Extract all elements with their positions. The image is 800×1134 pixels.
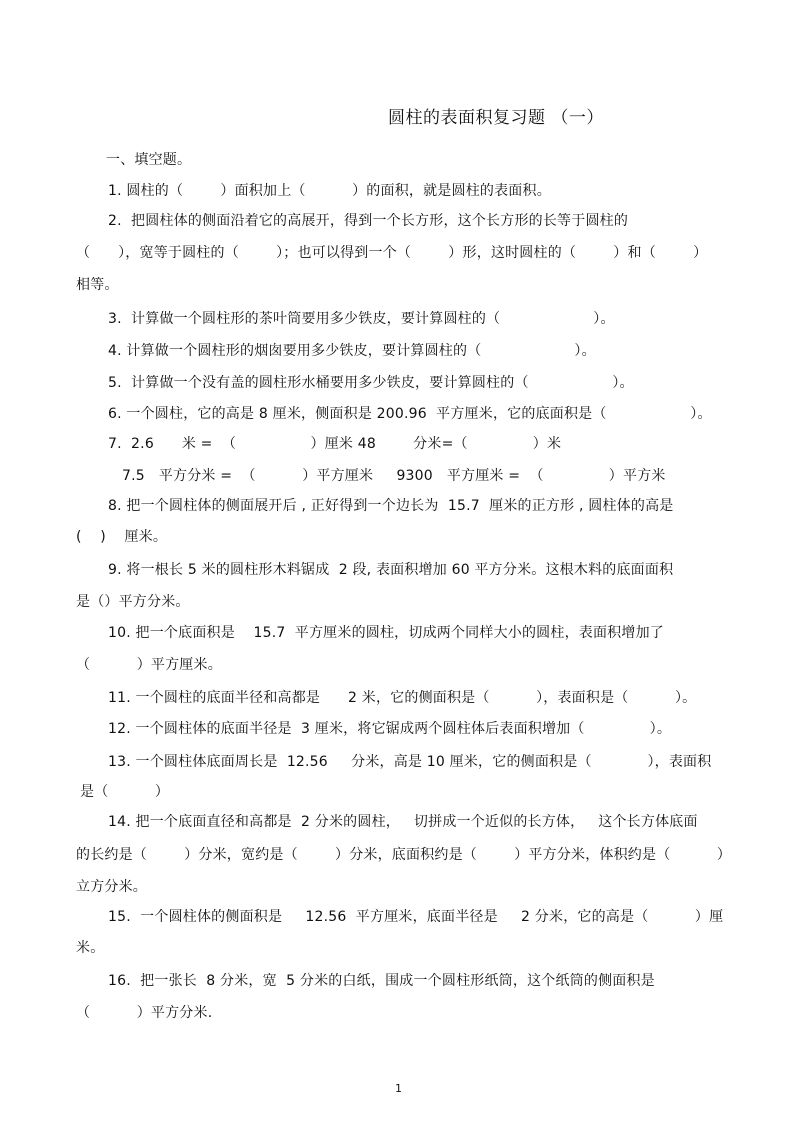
question-line: 6. 一个圆柱，它的高是 8 厘米，侧面积是 200.96 平方厘米，它的底面积是（ ）。 [108, 406, 712, 422]
question-line: 的长约是（ ）分米，宽约是（ ）分米，底面积约是（ ）平方分米，体积约是（ ） [76, 847, 732, 863]
question-line: 13. 一个圆柱体底面周长是 12.56 分米，高是 10 厘米，它的侧面积是（ ），表面积 [108, 754, 712, 770]
question-line: 9. 将一根长 5 米的圆柱形木料锯成 2 段, 表面积增加 60 平方分米。这根木料的底面面积 [108, 562, 674, 578]
question-line: 10. 把一个底面积是 15.7 平方厘米的圆柱，切成两个同样大小的圆柱，表面积增加了 [108, 625, 664, 641]
question-line: 相等。 [76, 277, 119, 293]
question-line: 3. 计算做一个圆柱形的茶叶筒要用多少铁皮，要计算圆柱的（ ）。 [108, 311, 615, 327]
question-line: 2. 把圆柱体的侧面沿着它的高展开，得到一个长方形，这个长方形的长等于圆柱的 [108, 213, 629, 229]
question-line: 16. 把一张长 8 分米，宽 5 分米的白纸，围成一个圆柱形纸筒，这个纸筒的侧面积是 [108, 973, 655, 989]
question-line: 1. 圆柱的（ ）面积加上（ ）的面积，就是圆柱的表面积。 [108, 183, 551, 199]
question-line: 5. 计算做一个没有盖的圆柱形水桶要用多少铁皮，要计算圆柱的（ ）。 [108, 375, 634, 391]
page-title: 圆柱的表面积复习题 （一） [388, 108, 604, 128]
question-line: 米。 [76, 940, 105, 956]
question-line: （ ），宽等于圆柱的（ ）；也可以得到一个（ ）形，这时圆柱的（ ）和（ ） [76, 245, 708, 261]
section-heading: 一、填空题。 [106, 152, 192, 168]
question-line: 4. 计算做一个圆柱形的烟囱要用多少铁皮，要计算圆柱的（ ）。 [108, 343, 596, 359]
question-line: 立方分米。 [76, 879, 147, 895]
question-line: 8. 把一个圆柱体的侧面展开后 , 正好得到一个边长为 15.7 厘米的正方形 , 圆柱体的高是 [108, 498, 674, 514]
question-line: 11. 一个圆柱的底面半径和高都是 2 米，它的侧面积是（ ），表面积是（ ）。 [108, 690, 697, 706]
question-line: 是（）平方分米。 [76, 594, 190, 610]
question-line: 7. 2.6 米 = （ ）厘米 48 分米=（ ）米 [108, 436, 562, 452]
question-line: 15. 一个圆柱体的侧面积是 12.56 平方厘米，底面半径是 2 分米，它的高是（ ）厘 [108, 909, 724, 925]
question-line: （ ）平方分米. [76, 1005, 213, 1021]
question-line: 是（ ） [80, 784, 170, 800]
question-line: （ ）平方厘米。 [76, 657, 222, 673]
question-line: ( ) 厘米。 [76, 529, 168, 545]
question-line: 12. 一个圆柱体的底面半径是 3 厘米，将它锯成两个圆柱体后表面积增加（ ）。 [108, 721, 672, 737]
question-line: 7.5 平方分米 = （ ）平方厘米 9300 平方厘米 = （ ）平方米 [122, 468, 666, 484]
page-number: 1 [395, 1082, 402, 1095]
question-line: 14. 把一个底面直径和高都是 2 分米的圆柱， 切拼成一个近似的长方体， 这个长方体底面 [108, 814, 698, 830]
